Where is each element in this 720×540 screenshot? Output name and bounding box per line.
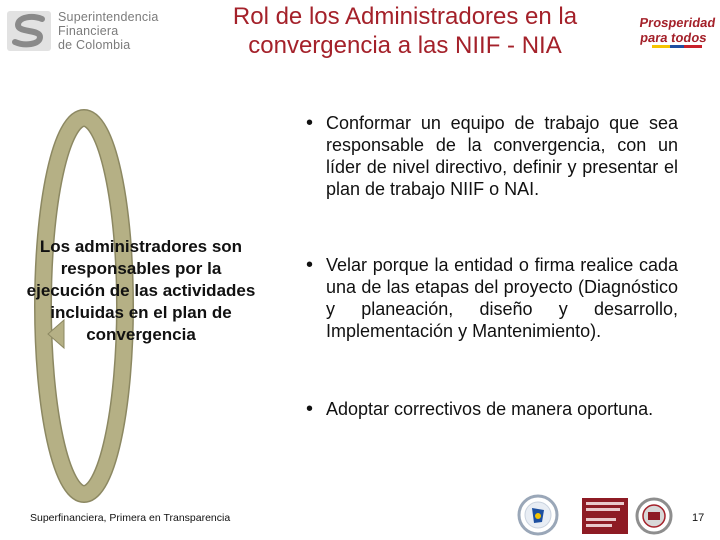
sfc-emblem-icon	[6, 10, 52, 52]
bullet-text-2: Velar porque la entidad o firma realice cada una de las etapas del proyecto (Diagnóstico y planeación, diseño y desarrollo, Implementación y Mantenimiento).	[326, 255, 678, 341]
iqnet-icon	[637, 499, 671, 533]
footer-slogan: Superfinanciera, Primera en Transparencia	[30, 512, 231, 524]
prosperidad-para-todos-logo	[638, 12, 717, 50]
bullet-item-2	[306, 254, 678, 342]
bullet-item-1	[306, 112, 678, 200]
bullet-dot-icon: •	[306, 398, 314, 420]
svg-text:para todos: para todos	[639, 30, 708, 45]
bullet-dot-icon: •	[306, 112, 314, 134]
bullet-text-3: Adoptar correctivos de manera oportuna.	[326, 399, 654, 419]
prosperidad-logo-graphic	[638, 12, 717, 50]
certification-logos	[516, 492, 686, 538]
bullet-text-1: Conformar un equipo de trabajo que sea responsable de la convergencia, con un líder de nivel directivo, definir y presentar el plan de trabajo NIIF o NAI.	[326, 113, 678, 199]
page-title	[172, 2, 638, 60]
title-line-2: convergencia a las NIIF - NIA	[248, 32, 562, 59]
svg-text:Prosperidad: Prosperidad	[638, 15, 717, 30]
superintendencia-logo	[6, 10, 164, 54]
colombia-seal-icon	[519, 496, 557, 534]
administrators-statement: Los administradores son responsables por la ejecución de las actividades incluidas en el plan de convergencia	[26, 237, 256, 344]
superintendencia-logo-text: Superintendencia Financiera de Colombia	[58, 10, 159, 52]
bullet-item-3	[306, 398, 678, 420]
iso-certification-icon	[582, 498, 628, 534]
bullet-dot-icon: •	[306, 254, 314, 276]
title-line-1: Rol de los Administradores en la	[232, 3, 578, 30]
page-number: 17	[692, 512, 705, 524]
